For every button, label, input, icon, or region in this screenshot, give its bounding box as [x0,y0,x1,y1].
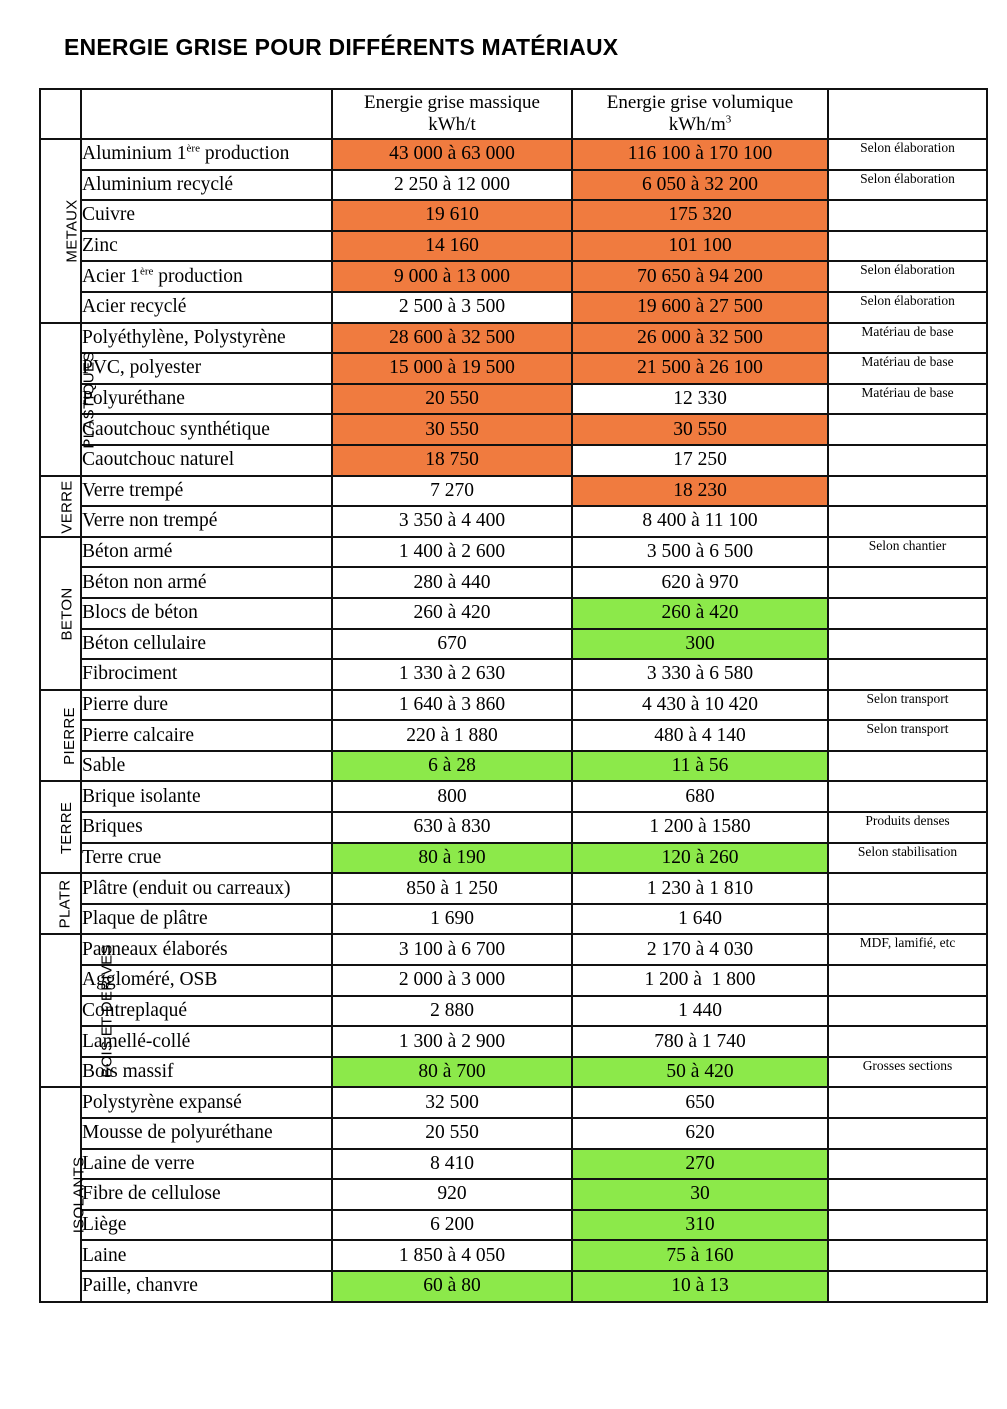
volume-energy-value: 26 000 à 32 500 [572,323,828,354]
header-material-cell [81,89,332,139]
table-row [40,567,987,598]
material-name [81,690,332,721]
table-row [40,934,987,965]
category-label: PLASTIQUES [80,350,98,449]
table-row [40,537,987,568]
volume-energy-value: 1 230 à 1 810 [572,873,828,904]
category-cell [40,934,116,1087]
table-row [40,1087,987,1118]
note-cell [828,414,987,445]
volume-energy-value: 50 à 420 [572,1057,828,1088]
note-cell: Selon stabilisation [828,843,987,874]
material-name-text: Béton non armé [82,571,207,593]
table-row [40,843,987,874]
material-name [81,139,332,170]
volume-energy-value: 780 à 1 740 [572,1026,828,1057]
volume-energy-value: 2 170 à 4 030 [572,934,828,965]
material-name-text: Panneaux élaborés [82,938,228,960]
material-name [81,812,332,843]
table-row [40,200,987,231]
material-name [81,1210,332,1241]
material-name [81,170,332,201]
material-name [81,200,332,231]
category-cell [40,323,98,476]
volume-energy-value: 6 050 à 32 200 [572,170,828,201]
material-name-text: Pierre calcaire [82,724,195,746]
mass-energy-value: 30 550 [332,414,572,445]
note-cell: Selon transport [828,690,987,721]
material-name [81,904,332,935]
note-cell [828,781,987,812]
material-name-text: Lamellé-collé [82,1030,191,1052]
note-cell [828,751,987,782]
mass-energy-value: 60 à 80 [332,1271,572,1302]
table-row [40,1149,987,1180]
material-name [81,598,332,629]
note-cell: Selon élaboration [828,261,987,292]
header-category-cell [40,89,81,139]
note-cell: Matériau de base [828,323,987,354]
category-cell [40,139,81,323]
volume-energy-value: 10 à 13 [572,1271,828,1302]
mass-energy-value: 6 à 28 [332,751,572,782]
mass-energy-value: 800 [332,781,572,812]
table-row [40,261,987,292]
material-name-text: Polystyrène expansé [82,1091,242,1113]
material-name [81,1179,332,1210]
mass-energy-value: 1 640 à 3 860 [332,690,572,721]
material-name [81,231,332,262]
table-row [40,629,987,660]
volume-energy-value: 620 [572,1118,828,1149]
mass-energy-value: 3 100 à 6 700 [332,934,572,965]
table-row [40,506,987,537]
category-label: VERRE [58,480,76,534]
mass-energy-value: 2 880 [332,996,572,1027]
mass-energy-value: 1 330 à 2 630 [332,659,572,690]
material-name-text: Fibrociment [82,663,178,685]
table-row [40,323,987,354]
volume-energy-value: 11 à 56 [572,751,828,782]
material-name [81,720,332,751]
note-cell [828,1026,987,1057]
mass-energy-value: 28 600 à 32 500 [332,323,572,354]
volume-energy-value: 120 à 260 [572,843,828,874]
page-title: ENERGIE GRISE POUR DIFFÉRENTS MATÉRIAUX [64,34,619,60]
mass-energy-value: 20 550 [332,384,572,415]
volume-energy-value: 3 330 à 6 580 [572,659,828,690]
mass-energy-value: 630 à 830 [332,812,572,843]
table-row [40,231,987,262]
mass-energy-value: 2 250 à 12 000 [332,170,572,201]
category-label: PLATR [56,879,74,929]
material-name [81,751,332,782]
note-cell: Selon élaboration [828,170,987,201]
header-row [40,89,987,139]
volume-energy-value: 300 [572,629,828,660]
volume-energy-value: 310 [572,1210,828,1241]
material-name-text: Pierre dure [82,693,169,715]
table-row [40,139,987,170]
note-cell [828,965,987,996]
mass-energy-value: 80 à 190 [332,843,572,874]
volume-energy-value: 30 [572,1179,828,1210]
note-cell [828,1240,987,1271]
note-cell [828,1087,987,1118]
table-row [40,690,987,721]
note-cell [828,904,987,935]
note-cell [828,996,987,1027]
category-label: PIERRE [60,707,78,765]
table-row [40,873,987,904]
volume-energy-value: 650 [572,1087,828,1118]
note-cell [828,1210,987,1241]
material-name [81,353,332,384]
table-row [40,1118,987,1149]
mass-energy-value: 850 à 1 250 [332,873,572,904]
mass-energy-value: 19 610 [332,200,572,231]
mass-energy-value: 1 690 [332,904,572,935]
material-name [81,1118,332,1149]
mass-energy-value: 2 000 à 3 000 [332,965,572,996]
material-name-text: Caoutchouc naturel [82,449,235,471]
header-mass-title: Energie grise massique [364,92,540,113]
material-name-text: Brique isolante [82,785,201,807]
volume-energy-value: 21 500 à 26 100 [572,353,828,384]
material-name [81,843,332,874]
material-name-text: Fibre de cellulose [82,1183,221,1205]
table-row [40,384,987,415]
category-cell [40,781,81,873]
mass-energy-value: 9 000 à 13 000 [332,261,572,292]
materials-table [39,88,988,1303]
material-name-text: Sable [82,755,126,777]
material-name-text: Laine de verre [82,1152,195,1174]
volume-energy-value: 12 330 [572,384,828,415]
material-name [81,629,332,660]
category-cell [40,690,81,782]
material-name-text: Plâtre (enduit ou carreaux) [82,877,291,899]
table-row [40,445,987,476]
material-name-text: Acier 1 [82,265,140,287]
header-volume-title: Energie grise volumique [606,92,794,113]
note-cell [828,1118,987,1149]
table-row [40,720,987,751]
table-row [40,1271,987,1302]
table-row [40,751,987,782]
note-cell [828,445,987,476]
volume-energy-value: 101 100 [572,231,828,262]
category-cell [40,1087,88,1301]
note-cell: Grosses sections [828,1057,987,1088]
material-name-text: Contreplaqué [82,999,188,1021]
volume-energy-value: 1 640 [572,904,828,935]
material-name [81,506,332,537]
material-name-text: Cuivre [82,204,136,226]
material-name-text: Polyéthylène, Polystyrène [82,326,286,348]
mass-energy-value: 7 270 [332,476,572,507]
material-name [81,261,332,292]
mass-energy-value: 3 350 à 4 400 [332,506,572,537]
category-cell [40,476,81,537]
volume-energy-value: 260 à 420 [572,598,828,629]
mass-energy-value: 32 500 [332,1087,572,1118]
note-cell: Matériau de base [828,384,987,415]
mass-energy-value: 18 750 [332,445,572,476]
material-name-text: Caoutchouc synthétique [82,418,270,440]
table-row [40,1240,987,1271]
volume-energy-value: 1 200 à 1580 [572,812,828,843]
mass-energy-value: 1 300 à 2 900 [332,1026,572,1057]
header-volume-unit-exponent: 3 [725,113,732,126]
material-name-text: Paille, chanvre [82,1275,198,1297]
category-cell [40,873,81,934]
category-label: BOIS ET DERIVES [98,944,116,1079]
material-name-suffix: production [199,143,290,165]
material-name-text: Verre trempé [82,479,184,501]
table-row [40,1026,987,1057]
table-row [40,904,987,935]
table-row [40,476,987,507]
table-row [40,659,987,690]
mass-energy-value: 280 à 440 [332,567,572,598]
table-row [40,1210,987,1241]
mass-energy-value: 670 [332,629,572,660]
material-name [81,476,332,507]
mass-energy-value: 15 000 à 19 500 [332,353,572,384]
note-cell [828,200,987,231]
volume-energy-value: 1 200 à 1 800 [572,965,828,996]
volume-energy-value: 620 à 970 [572,567,828,598]
volume-energy-value: 17 250 [572,445,828,476]
mass-energy-value: 14 160 [332,231,572,262]
header-note-cell [828,89,987,139]
material-name [81,445,332,476]
note-cell: Selon chantier [828,537,987,568]
note-cell [828,231,987,262]
note-cell: Selon élaboration [828,139,987,170]
mass-energy-value: 220 à 1 880 [332,720,572,751]
note-cell [828,1149,987,1180]
volume-energy-value: 70 650 à 94 200 [572,261,828,292]
note-cell: Produits denses [828,812,987,843]
material-name [81,384,332,415]
volume-energy-value: 1 440 [572,996,828,1027]
material-name-text: Béton cellulaire [82,632,206,654]
material-name-text: PVC, polyester [82,357,202,379]
volume-energy-value: 680 [572,781,828,812]
material-name [81,1240,332,1271]
note-cell [828,873,987,904]
mass-energy-value: 43 000 à 63 000 [332,139,572,170]
volume-energy-value: 4 430 à 10 420 [572,690,828,721]
material-name [81,567,332,598]
material-name-text: Terre crue [82,846,162,868]
volume-energy-value: 3 500 à 6 500 [572,537,828,568]
table-row [40,353,987,384]
volume-energy-value: 116 100 à 170 100 [572,139,828,170]
material-name-superscript: ère [139,265,154,278]
material-name-text: Laine [82,1244,127,1266]
header-mass-unit: kWh/t [428,114,476,135]
note-cell [828,659,987,690]
material-name [81,537,332,568]
note-cell [828,1271,987,1302]
table-row [40,1057,987,1088]
material-name-text: Plaque de plâtre [82,908,208,930]
category-cell [40,537,81,690]
material-name-text: Aluminium 1 [82,143,187,165]
table-row [40,414,987,445]
note-cell [828,476,987,507]
material-name-text: Acier recyclé [82,296,187,318]
mass-energy-value: 8 410 [332,1149,572,1180]
category-label: TERRE [58,801,76,855]
volume-energy-value: 175 320 [572,200,828,231]
note-cell: Matériau de base [828,353,987,384]
note-cell [828,598,987,629]
material-name [81,781,332,812]
volume-energy-value: 75 à 160 [572,1240,828,1271]
mass-energy-value: 2 500 à 3 500 [332,292,572,323]
note-cell: Selon élaboration [828,292,987,323]
mass-energy-value: 80 à 700 [332,1057,572,1088]
mass-energy-value: 920 [332,1179,572,1210]
table-row [40,965,987,996]
volume-energy-value: 18 230 [572,476,828,507]
table-row [40,781,987,812]
header-volume-energy [572,89,828,139]
mass-energy-value: 1 850 à 4 050 [332,1240,572,1271]
material-name [81,323,332,354]
note-cell [828,1179,987,1210]
table-row [40,598,987,629]
material-name [81,1271,332,1302]
table-row [40,292,987,323]
volume-energy-value: 8 400 à 11 100 [572,506,828,537]
material-name [81,292,332,323]
note-cell [828,567,987,598]
material-name-superscript: ère [186,142,200,155]
material-name [81,414,332,445]
volume-energy-value: 270 [572,1149,828,1180]
table-body [40,139,987,1302]
material-name-text: Blocs de béton [82,602,198,624]
material-name-text: Polyuréthane [82,388,185,410]
table-row [40,996,987,1027]
volume-energy-value: 480 à 4 140 [572,720,828,751]
material-name-text: Mousse de polyuréthane [82,1122,273,1144]
material-name [81,1087,332,1118]
header-volume-unit: kWh/m [668,114,726,135]
mass-energy-value: 1 400 à 2 600 [332,537,572,568]
material-name [81,873,332,904]
volume-energy-value: 19 600 à 27 500 [572,292,828,323]
material-name-text: Aluminium recyclé [82,173,234,195]
category-label: BETON [58,587,76,641]
material-name-text: Aggloméré, OSB [82,969,218,991]
material-name [81,1149,332,1180]
material-name-text: Briques [82,816,143,838]
material-name-text: Béton armé [82,541,173,563]
note-cell [828,506,987,537]
note-cell: MDF, lamifié, etc [828,934,987,965]
category-label: ISOLANTS [70,1156,88,1234]
material-name-text: Verre non trempé [82,510,218,532]
material-name-text: Liège [82,1214,127,1236]
mass-energy-value: 6 200 [332,1210,572,1241]
material-name [81,659,332,690]
mass-energy-value: 260 à 420 [332,598,572,629]
table-row [40,812,987,843]
material-name-text: Bois massif [82,1061,174,1083]
material-name-suffix: production [153,265,243,287]
material-name-text: Zinc [82,235,118,257]
mass-energy-value: 20 550 [332,1118,572,1149]
note-cell: Selon transport [828,720,987,751]
category-label: METAUX [63,199,81,263]
volume-energy-value: 30 550 [572,414,828,445]
table-row [40,1179,987,1210]
header-mass-energy [332,89,572,139]
note-cell [828,629,987,660]
table-row [40,170,987,201]
